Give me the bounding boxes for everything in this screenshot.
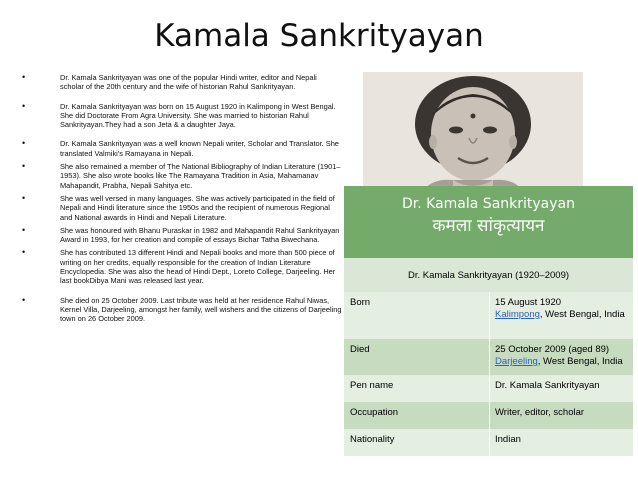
infobox-row-born: [344, 292, 633, 339]
penname-value: Dr. Kamala Sankrityayan: [489, 375, 633, 402]
bullet-item: [22, 162, 342, 190]
bullet-text: Dr. Kamala Sankrityayan was one of the popular Hindi writer, editor and Nepali scholar of the 20th century and the wife of historian Rahul Sankrityayan.: [60, 73, 317, 92]
bullet-glyph: •: [22, 72, 26, 82]
bullet-glyph: •: [22, 224, 26, 235]
infobox-row-occupation: [344, 402, 633, 429]
died-label: Died: [350, 344, 370, 355]
born-place-rest: , West Bengal, India: [539, 309, 625, 320]
died-date: 25 October 2009 (aged 89): [495, 344, 610, 355]
bullet-glyph: •: [22, 161, 26, 172]
slide-title: Kamala Sankrityayan: [154, 18, 484, 54]
bullet-text: She was well versed in many languages. She was actively participated in the field of Nepali and Hindi literature since the 1950s and the recipient of numerous Regional and National awards in Hindi and Nepali Literature.: [60, 193, 335, 222]
nationality-label: Nationality: [350, 434, 395, 445]
bullet-glyph: •: [22, 294, 26, 305]
nationality-value: Indian: [489, 429, 633, 456]
bullet-text: Dr. Kamala Sankrityayan was a well known Nepali writer, Scholar and Translator. She translated Valmiki's Ramayana in Nepali.: [60, 139, 339, 158]
bullet-item: [22, 194, 342, 222]
bullet-list: [22, 73, 342, 324]
bullet-glyph: •: [22, 138, 26, 149]
bullet-item: [22, 226, 342, 245]
penname-label: Pen name: [350, 380, 394, 391]
bullet-item: [22, 139, 342, 158]
bullet-item: [22, 296, 342, 324]
bullet-text: She died on 25 October 2009. Last tribute was held at her residence Rahul Niwas, Kernel Villa, Darjeeling, amongst her family, well wishers and the citizens of Darjeeling town on 26 October 2009.: [60, 295, 342, 324]
bullet-glyph: •: [22, 247, 26, 258]
occupation-label: Occupation: [350, 407, 399, 418]
died-value: [489, 339, 633, 375]
born-value: [489, 292, 633, 339]
bullet-text: She was honoured with Bhanu Puraskar in 1982 and Mahapandit Rahul Sankrityayan Award in 1993, for her creation and compile of essays Bichar Tatha Biwechana.: [60, 225, 340, 245]
bullet-text: She also remained a member of The National Bibliography of Indian Literature (1901–1953). She also wrote books like The Ramayana Tradition in Asia, Mahamanav Mahapandit, Prabha, Nepali Sahitya etc.: [60, 162, 341, 190]
infobox-name-hindi: कमला सांकृत्यायन: [432, 216, 545, 236]
infobox-row-died: [344, 339, 633, 375]
bullet-item: [22, 102, 342, 130]
born-date: 15 August 1920: [495, 297, 562, 308]
born-place-link[interactable]: Kalimpong: [495, 309, 540, 320]
infobox-caption: Dr. Kamala Sankrityayan (1920–2009): [344, 258, 633, 292]
infobox: [344, 186, 633, 456]
infobox-row-nationality: [344, 429, 633, 456]
died-place-link[interactable]: Darjeeling: [495, 356, 538, 367]
bullet-glyph: •: [22, 100, 26, 111]
died-place-rest: , West Bengal, India: [537, 356, 623, 367]
occupation-value: Writer, editor, scholar: [489, 402, 633, 429]
infobox-header: [344, 186, 633, 258]
bullet-text: She has contributed 13 different Hindi and Nepali books and more than 500 piece of writing on her credits, equally responsible for the creation of Indian Literature Encyclopedia. She was also the head of Hindi Dept., Loreto College, Darjeeling. Her last bookDibya Mani was released last year.: [60, 248, 336, 286]
infobox-name: Dr. Kamala Sankrityayan: [402, 196, 575, 212]
bullet-item: [22, 248, 342, 285]
bullet-glyph: •: [22, 192, 26, 203]
bullet-text: Dr. Kamala Sankrityayan was born on 15 August 1920 in Kalimpong in West Bengal. She did Doctorate From Agra University. She was married to historian Rahul Sankrityayan.They had a son Jeta & a daughter Jaya.: [60, 101, 336, 130]
bullet-item: [22, 73, 342, 92]
born-label: Born: [350, 297, 371, 308]
infobox-row-penname: [344, 375, 633, 402]
